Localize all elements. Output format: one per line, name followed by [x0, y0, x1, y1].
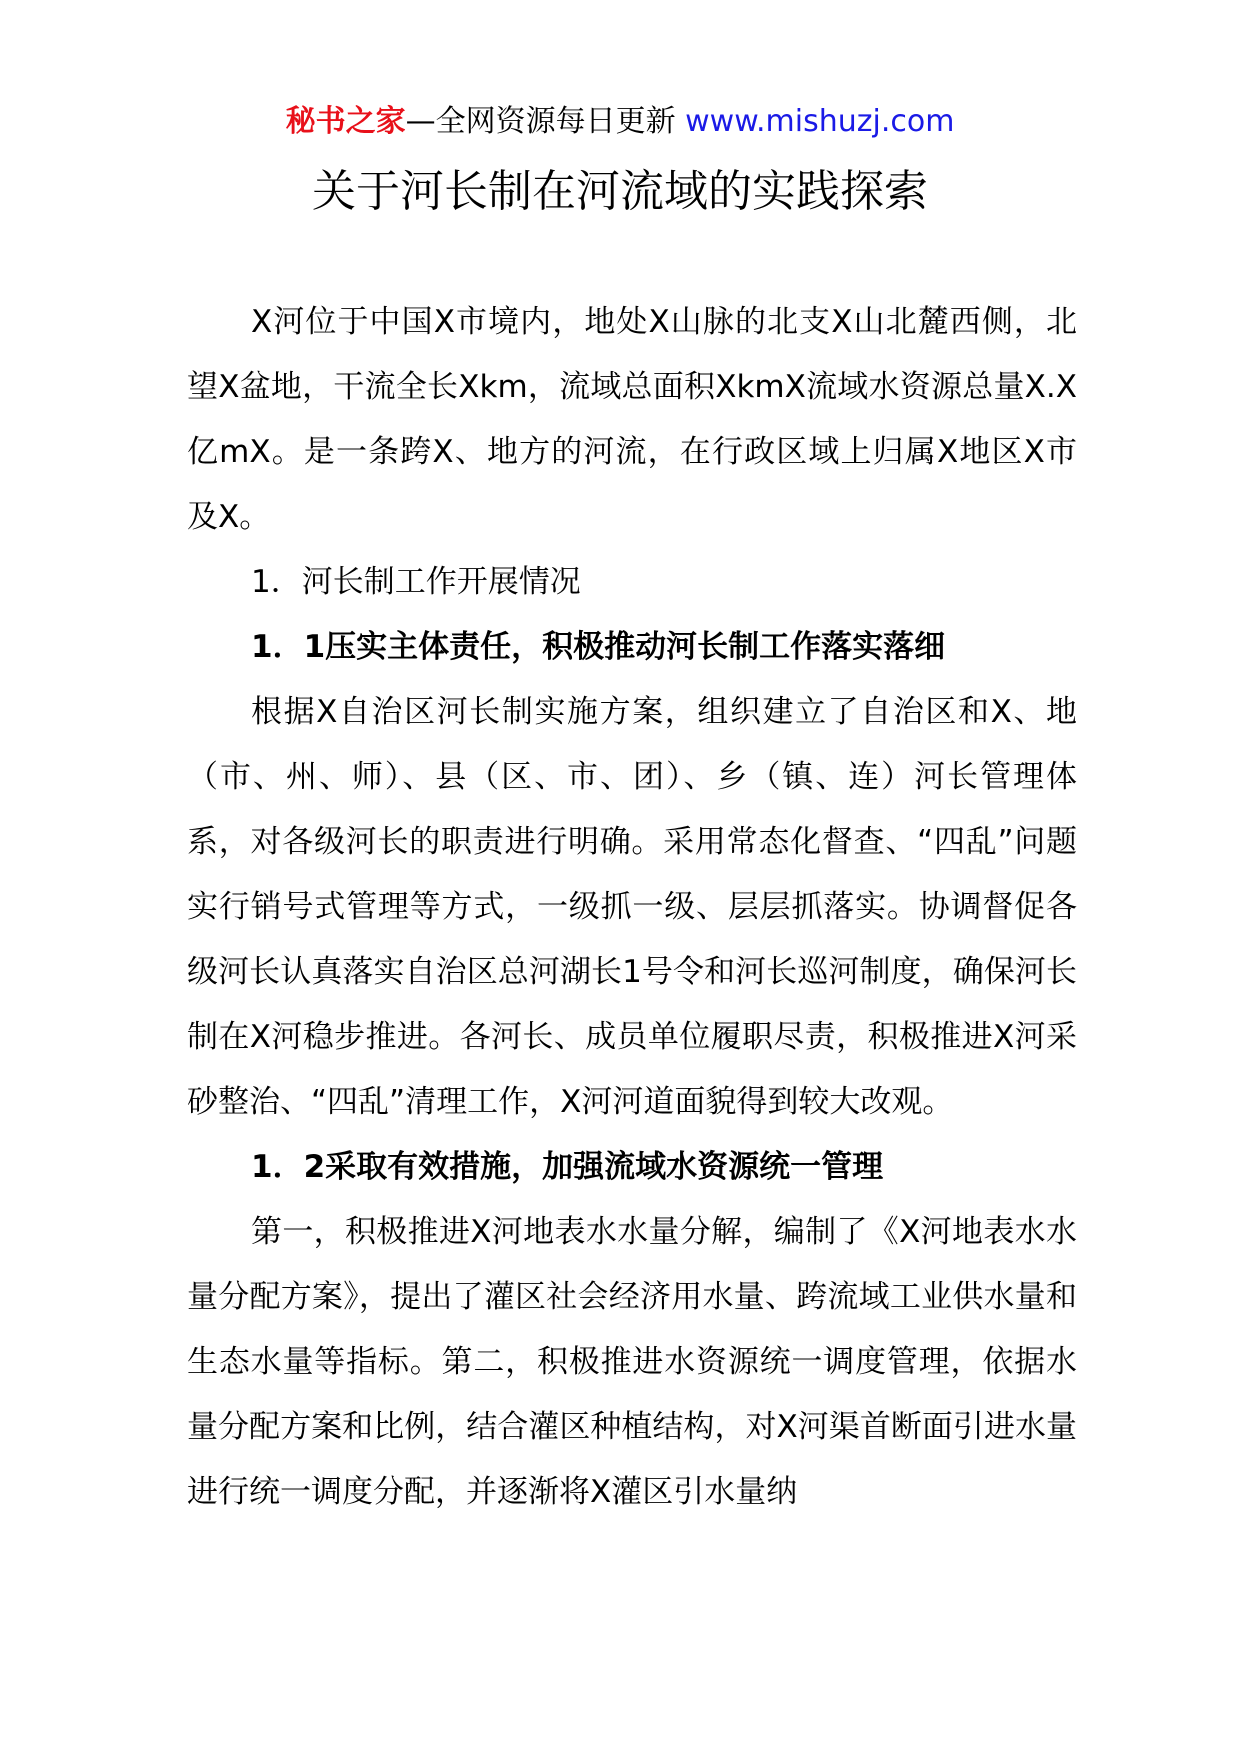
brand-name: 秘书之家 — [285, 104, 406, 139]
body-paragraph: 第一，积极推进X河地表水水量分解，编制了《X河地表水水量分配方案》，提出了灌区社会经济用水量、跨流域工业供水量和生态水量等指标。第二，积极推进水资源统一调度管理，依据水量分配方案和比例，结合灌区种植结构，对X河渠首断面引进水量进行统一调度分配，并逐渐将X灌区引水量纳 — [187, 1214, 1077, 1510]
site-banner — [0, 100, 1240, 144]
document-body — [187, 290, 1077, 1525]
intro-paragraph: X河位于中国X市境内，地处X山脉的北支X山北麓西侧，北望X盆地，干流全长Xkm，流域总面积XkmX流域水资源总量X.X亿mX。是一条跨X、地方的河流，在行政区域上归属X地区X市及X。 — [187, 304, 1077, 535]
section-heading: 1．河长制工作开展情况 — [251, 564, 581, 600]
document-title: 关于河长制在河流域的实践探索 — [312, 166, 928, 217]
banner-tagline: —全网资源每日更新 — [405, 104, 686, 139]
site-url-link[interactable]: www.mishuzj.com — [685, 104, 955, 139]
subsection-heading: 1．1压实主体责任，积极推动河长制工作落实落细 — [251, 629, 946, 665]
body-paragraph: 根据X自治区河长制实施方案，组织建立了自治区和X、地（市、州、师）、县（区、市、团）、乡（镇、连）河长管理体系，对各级河长的职责进行明确。采用常态化督查、“四乱”问题实行销号式管理等方式，一级抓一级、层层抓落实。协调督促各级河长认真落实自治区总河湖长1号令和河长巡河制度，确保河长制在X河稳步推进。各河长、成员单位履职尽责，积极推进X河采砂整治、“四乱”清理工作，X河河道面貌得到较大改观。 — [187, 694, 1077, 1120]
subsection-heading: 1．2采取有效措施，加强流域水资源统一管理 — [251, 1149, 884, 1185]
